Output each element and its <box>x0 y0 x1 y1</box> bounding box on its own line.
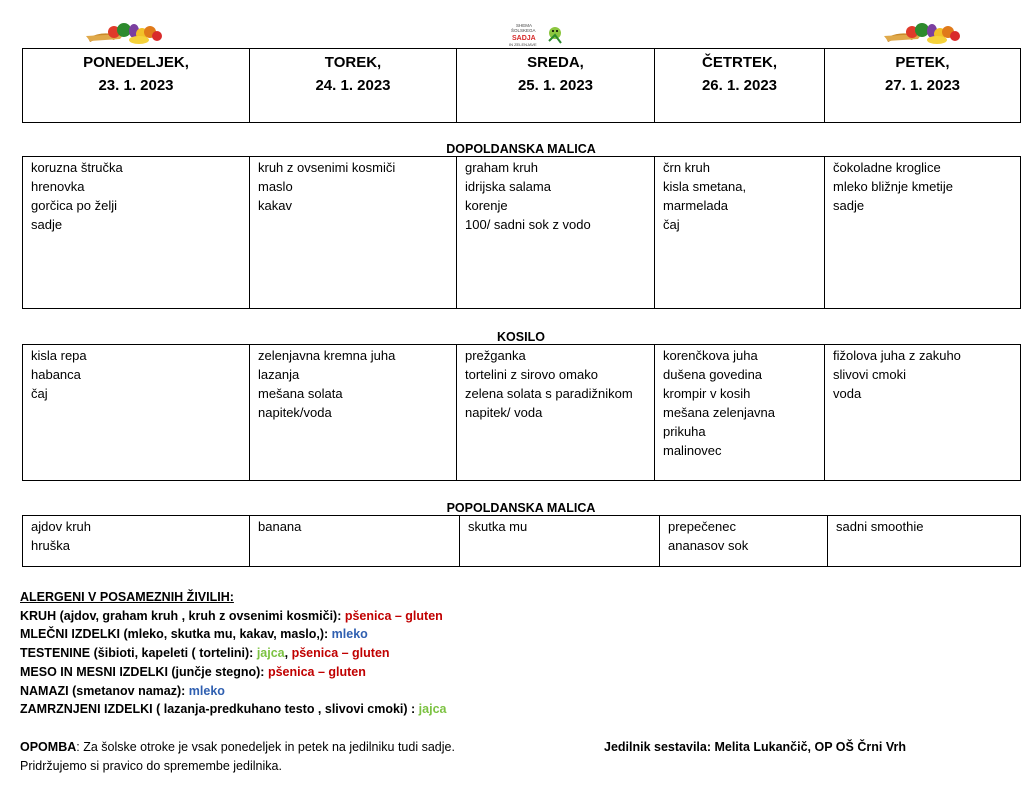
menu-item: zelenjavna kremna juha <box>258 348 396 363</box>
allergens-heading: ALERGENI V POSAMEZNIH ŽIVILIH: <box>20 590 234 604</box>
day-header-wednesday: SREDA, 25. 1. 2023 <box>457 49 655 123</box>
menu-item: napitek/ voda <box>465 405 543 420</box>
day-header-tuesday: TOREK, 24. 1. 2023 <box>250 49 457 123</box>
allergens-block <box>20 588 446 719</box>
menu-item: kisla smetana, <box>663 179 747 194</box>
menu-item: krompir v kosih <box>663 386 751 401</box>
fruit-basket-right-icon <box>882 20 964 46</box>
menu-item: ajdov kruh <box>31 519 91 534</box>
day-header-thursday: ČETRTEK, 26. 1. 2023 <box>655 49 825 123</box>
menu-item: sadni smoothie <box>836 519 924 534</box>
logo-line-4: IN ZELENJAVE <box>509 42 537 47</box>
menu-item: fižolova juha z zakuho <box>833 348 961 363</box>
menu-item: skutka mu <box>468 519 528 534</box>
menu-item: sadje <box>833 198 865 213</box>
menu-item: banana <box>258 519 302 534</box>
menu-item: gorčica po želji <box>31 198 117 213</box>
menu-item: maslo <box>258 179 293 194</box>
menu-cell <box>825 157 1021 309</box>
school-fruit-scheme-logo <box>509 21 567 49</box>
day-header-friday: PETEK, 27. 1. 2023 <box>825 49 1021 123</box>
morning-snack-table <box>22 156 1021 309</box>
menu-item: voda <box>833 386 862 401</box>
note-block <box>20 738 455 776</box>
menu-cell <box>655 157 825 309</box>
menu-item: ananasov sok <box>668 538 749 553</box>
menu-item: koruzna štručka <box>31 160 123 175</box>
menu-cell <box>250 516 460 567</box>
menu-item: mleko bližnje kmetije <box>833 179 953 194</box>
allergen-tag: mleko <box>331 627 368 642</box>
allergen-tag: jajca <box>418 702 447 717</box>
menu-item: črn kruh <box>663 160 710 175</box>
section-title-morning-snack: DOPOLDANSKA MALICA <box>446 142 596 156</box>
menu-cell <box>457 345 655 481</box>
menu-item: slivovi cmoki <box>833 367 906 382</box>
fruit-basket-left-icon <box>84 20 166 46</box>
allergen-line: MLEČNI IZDELKI (mleko, skutka mu, kakav, maslo,): mleko <box>20 627 368 642</box>
allergen-tag: mleko <box>188 683 225 698</box>
menu-cell <box>655 345 825 481</box>
menu-item: sadje <box>31 217 63 232</box>
menu-item: korenčkova juha <box>663 348 758 363</box>
menu-item: lazanja <box>258 367 300 382</box>
allergen-tag: pšenica – gluten <box>291 646 390 661</box>
logo-line-2: ŠOLSKEGA <box>511 28 536 33</box>
section-title-afternoon-snack: POPOLDANSKA MALICA <box>446 501 596 515</box>
menu-cell <box>828 516 1021 567</box>
menu-author-signature: Jedilnik sestavila: Melita Lukančič, OP OŠ Črni Vrh <box>604 740 906 754</box>
allergen-line: ZAMRZNJENI IZDELKI ( lazanja-predkuhano testo , slivovi cmoki) : jajca <box>20 702 447 717</box>
menu-item: prepečenec <box>668 519 736 534</box>
menu-item: korenje <box>465 198 508 213</box>
menu-cell <box>825 345 1021 481</box>
menu-item: napitek/voda <box>258 405 332 420</box>
menu-item: kruh z ovsenimi kosmiči <box>258 160 396 175</box>
menu-item: čaj <box>31 386 48 401</box>
day-header-monday: PONEDELJEK, 23. 1. 2023 <box>23 49 250 123</box>
allergen-line: KRUH (ajdov, graham kruh , kruh z ovsenimi kosmiči): pšenica – gluten <box>20 608 443 623</box>
allergen-tag: pšenica – gluten <box>344 608 443 623</box>
menu-cell <box>460 516 660 567</box>
menu-cell <box>23 516 250 567</box>
allergen-line: TESTENINE (šibioti, kapeleti ( tortelini): jajca, pšenica – gluten <box>20 646 390 661</box>
menu-item: kisla repa <box>31 348 87 363</box>
menu-item: prikuha <box>663 424 706 439</box>
allergen-tag: jajca <box>256 646 285 661</box>
note-line-2: Pridržujemo si pravico do spremembe jedilnika. <box>20 759 282 773</box>
menu-item: hruška <box>31 538 71 553</box>
menu-item: čaj <box>663 217 680 232</box>
logo-line-1: SHEMA <box>516 23 533 28</box>
menu-item: idrijska salama <box>465 179 551 194</box>
allergen-tag: pšenica – gluten <box>267 664 366 679</box>
menu-item: 100/ sadni sok z vodo <box>465 217 591 232</box>
menu-cell <box>250 157 457 309</box>
logo-line-3: SADJA <box>512 35 536 42</box>
day-header-table <box>22 48 1021 123</box>
allergen-line: MESO IN MESNI IZDELKI (junčje stegno): pšenica – gluten <box>20 664 366 679</box>
menu-cell <box>23 157 250 309</box>
menu-item: čokoladne kroglice <box>833 160 941 175</box>
menu-item: marmelada <box>663 198 729 213</box>
menu-item: mešana solata <box>258 386 343 401</box>
menu-item: dušena govedina <box>663 367 763 382</box>
menu-item: malinovec <box>663 443 722 458</box>
section-title-lunch: KOSILO <box>497 330 545 344</box>
menu-cell <box>660 516 828 567</box>
menu-item: mešana zelenjavna <box>663 405 776 420</box>
note-line-1: : Za šolske otroke je vsak ponedeljek in petek na jedilniku tudi sadje. <box>76 740 455 754</box>
menu-item: hrenovka <box>31 179 85 194</box>
menu-item: prežganka <box>465 348 526 363</box>
menu-item: kakav <box>258 198 292 213</box>
menu-cell <box>23 345 250 481</box>
menu-item: habanca <box>31 367 81 382</box>
menu-item: tortelini z sirovo omako <box>465 367 598 382</box>
allergen-tag: , <box>284 646 292 661</box>
menu-item: zelena solata s paradižnikom <box>465 386 633 401</box>
menu-cell <box>250 345 457 481</box>
menu-cell <box>457 157 655 309</box>
lunch-table <box>22 344 1021 481</box>
allergen-line: NAMAZI (smetanov namaz): mleko <box>20 683 225 698</box>
note-label: OPOMBA <box>20 740 77 754</box>
menu-item: graham kruh <box>465 160 538 175</box>
afternoon-snack-table <box>22 515 1021 567</box>
